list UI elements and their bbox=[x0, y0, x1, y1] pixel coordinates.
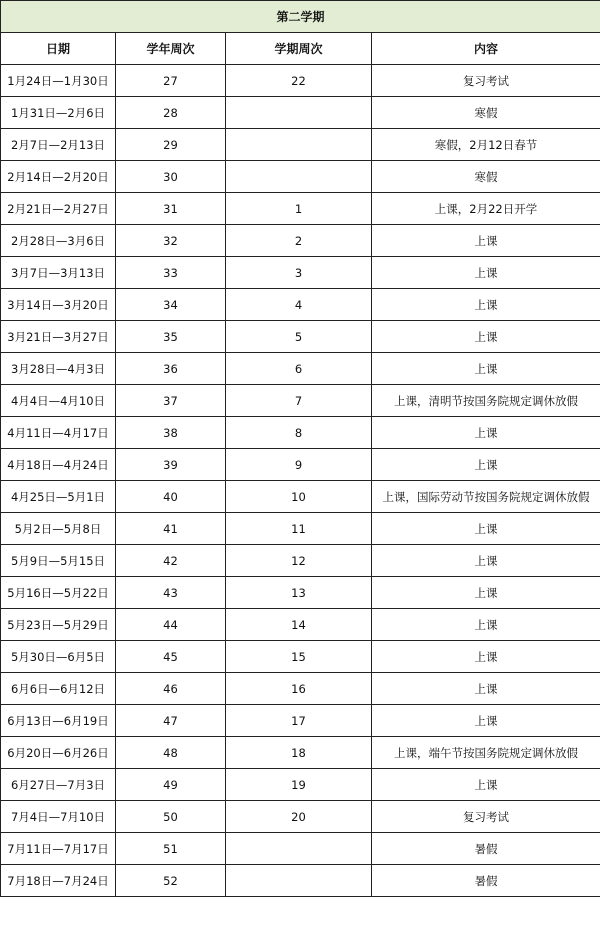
header-term-week: 学期周次 bbox=[226, 33, 372, 65]
row-year-week: 42 bbox=[116, 545, 226, 577]
row-year-week: 34 bbox=[116, 289, 226, 321]
row-term-week: 8 bbox=[226, 417, 372, 449]
table-row bbox=[1, 225, 600, 257]
table-row bbox=[1, 161, 600, 193]
row-term-week: 13 bbox=[226, 577, 372, 609]
row-year-week: 50 bbox=[116, 801, 226, 833]
row-date: 5月30日—6月5日 bbox=[1, 641, 116, 673]
row-content: 上课 bbox=[372, 577, 600, 609]
row-content: 复习考试 bbox=[372, 65, 600, 97]
header-content: 内容 bbox=[372, 33, 600, 65]
table-row bbox=[1, 737, 600, 769]
row-year-week: 40 bbox=[116, 481, 226, 513]
row-term-week: 14 bbox=[226, 609, 372, 641]
row-year-week: 35 bbox=[116, 321, 226, 353]
row-date: 7月11日—7月17日 bbox=[1, 833, 116, 865]
table-row bbox=[1, 289, 600, 321]
row-date: 1月24日—1月30日 bbox=[1, 65, 116, 97]
table-row bbox=[1, 385, 600, 417]
row-date: 7月4日—7月10日 bbox=[1, 801, 116, 833]
row-content: 暑假 bbox=[372, 833, 600, 865]
table-row bbox=[1, 353, 600, 385]
table-row bbox=[1, 641, 600, 673]
row-year-week: 47 bbox=[116, 705, 226, 737]
row-year-week: 44 bbox=[116, 609, 226, 641]
row-year-week: 33 bbox=[116, 257, 226, 289]
row-term-week: 22 bbox=[226, 65, 372, 97]
row-date: 1月31日—2月6日 bbox=[1, 97, 116, 129]
row-year-week: 51 bbox=[116, 833, 226, 865]
table-row bbox=[1, 417, 600, 449]
row-date: 3月28日—4月3日 bbox=[1, 353, 116, 385]
row-term-week: 11 bbox=[226, 513, 372, 545]
row-term-week: 12 bbox=[226, 545, 372, 577]
table-row bbox=[1, 481, 600, 513]
row-content: 暑假 bbox=[372, 865, 600, 897]
row-content: 上课 bbox=[372, 609, 600, 641]
row-year-week: 38 bbox=[116, 417, 226, 449]
row-content: 上课，端午节按国务院规定调休放假 bbox=[372, 737, 600, 769]
row-year-week: 28 bbox=[116, 97, 226, 129]
table-row bbox=[1, 129, 600, 161]
row-term-week: 5 bbox=[226, 321, 372, 353]
row-term-week: 6 bbox=[226, 353, 372, 385]
row-term-week bbox=[226, 865, 372, 897]
row-term-week: 2 bbox=[226, 225, 372, 257]
table-row bbox=[1, 769, 600, 801]
row-term-week bbox=[226, 161, 372, 193]
row-term-week: 18 bbox=[226, 737, 372, 769]
row-year-week: 29 bbox=[116, 129, 226, 161]
title-row bbox=[1, 1, 600, 33]
row-content: 上课 bbox=[372, 705, 600, 737]
header-year-week: 学年周次 bbox=[116, 33, 226, 65]
row-content: 上课 bbox=[372, 545, 600, 577]
row-year-week: 52 bbox=[116, 865, 226, 897]
row-date: 5月23日—5月29日 bbox=[1, 609, 116, 641]
row-date: 6月27日—7月3日 bbox=[1, 769, 116, 801]
row-content: 上课，清明节按国务院规定调休放假 bbox=[372, 385, 600, 417]
header-date: 日期 bbox=[1, 33, 116, 65]
row-content: 上课 bbox=[372, 257, 600, 289]
row-term-week: 20 bbox=[226, 801, 372, 833]
row-year-week: 32 bbox=[116, 225, 226, 257]
row-content: 寒假 bbox=[372, 97, 600, 129]
row-term-week: 19 bbox=[226, 769, 372, 801]
row-date: 5月2日—5月8日 bbox=[1, 513, 116, 545]
table-row bbox=[1, 865, 600, 897]
row-year-week: 41 bbox=[116, 513, 226, 545]
row-year-week: 37 bbox=[116, 385, 226, 417]
row-content: 上课 bbox=[372, 289, 600, 321]
row-term-week: 15 bbox=[226, 641, 372, 673]
row-date: 2月21日—2月27日 bbox=[1, 193, 116, 225]
row-date: 4月4日—4月10日 bbox=[1, 385, 116, 417]
row-date: 4月25日—5月1日 bbox=[1, 481, 116, 513]
row-content: 上课 bbox=[372, 673, 600, 705]
table-row bbox=[1, 193, 600, 225]
row-date: 3月14日—3月20日 bbox=[1, 289, 116, 321]
row-term-week: 4 bbox=[226, 289, 372, 321]
row-content: 上课 bbox=[372, 417, 600, 449]
row-content: 寒假 bbox=[372, 161, 600, 193]
row-term-week bbox=[226, 129, 372, 161]
row-term-week: 3 bbox=[226, 257, 372, 289]
row-content: 复习考试 bbox=[372, 801, 600, 833]
header-row bbox=[1, 33, 600, 65]
row-date: 4月18日—4月24日 bbox=[1, 449, 116, 481]
row-content: 上课 bbox=[372, 513, 600, 545]
row-date: 7月18日—7月24日 bbox=[1, 865, 116, 897]
row-term-week bbox=[226, 97, 372, 129]
row-year-week: 36 bbox=[116, 353, 226, 385]
row-content: 上课 bbox=[372, 449, 600, 481]
row-date: 6月20日—6月26日 bbox=[1, 737, 116, 769]
row-content: 上课 bbox=[372, 321, 600, 353]
row-term-week: 7 bbox=[226, 385, 372, 417]
row-date: 3月7日—3月13日 bbox=[1, 257, 116, 289]
row-year-week: 43 bbox=[116, 577, 226, 609]
row-year-week: 30 bbox=[116, 161, 226, 193]
row-date: 5月16日—5月22日 bbox=[1, 577, 116, 609]
table-row bbox=[1, 705, 600, 737]
row-term-week: 9 bbox=[226, 449, 372, 481]
row-year-week: 46 bbox=[116, 673, 226, 705]
table-body bbox=[1, 65, 600, 897]
row-year-week: 48 bbox=[116, 737, 226, 769]
row-term-week bbox=[226, 833, 372, 865]
row-year-week: 27 bbox=[116, 65, 226, 97]
table-row bbox=[1, 673, 600, 705]
row-date: 6月13日—6月19日 bbox=[1, 705, 116, 737]
row-content: 上课，国际劳动节按国务院规定调休放假 bbox=[372, 481, 600, 513]
row-term-week: 10 bbox=[226, 481, 372, 513]
table-row bbox=[1, 321, 600, 353]
table-row bbox=[1, 97, 600, 129]
table-row bbox=[1, 609, 600, 641]
row-content: 寒假，2月12日春节 bbox=[372, 129, 600, 161]
row-term-week: 16 bbox=[226, 673, 372, 705]
row-year-week: 45 bbox=[116, 641, 226, 673]
table-row bbox=[1, 833, 600, 865]
row-year-week: 49 bbox=[116, 769, 226, 801]
table-row bbox=[1, 449, 600, 481]
table-row bbox=[1, 65, 600, 97]
row-term-week: 1 bbox=[226, 193, 372, 225]
table-row bbox=[1, 513, 600, 545]
row-year-week: 31 bbox=[116, 193, 226, 225]
table-row bbox=[1, 577, 600, 609]
row-date: 2月14日—2月20日 bbox=[1, 161, 116, 193]
row-content: 上课 bbox=[372, 353, 600, 385]
row-date: 4月11日—4月17日 bbox=[1, 417, 116, 449]
row-content: 上课 bbox=[372, 769, 600, 801]
row-content: 上课，2月22日开学 bbox=[372, 193, 600, 225]
row-date: 2月7日—2月13日 bbox=[1, 129, 116, 161]
table-row bbox=[1, 801, 600, 833]
table-title: 第二学期 bbox=[1, 1, 600, 33]
row-date: 5月9日—5月15日 bbox=[1, 545, 116, 577]
table-row bbox=[1, 545, 600, 577]
row-content: 上课 bbox=[372, 225, 600, 257]
row-date: 3月21日—3月27日 bbox=[1, 321, 116, 353]
table-row bbox=[1, 257, 600, 289]
row-content: 上课 bbox=[372, 641, 600, 673]
row-date: 2月28日—3月6日 bbox=[1, 225, 116, 257]
row-date: 6月6日—6月12日 bbox=[1, 673, 116, 705]
row-year-week: 39 bbox=[116, 449, 226, 481]
row-term-week: 17 bbox=[226, 705, 372, 737]
